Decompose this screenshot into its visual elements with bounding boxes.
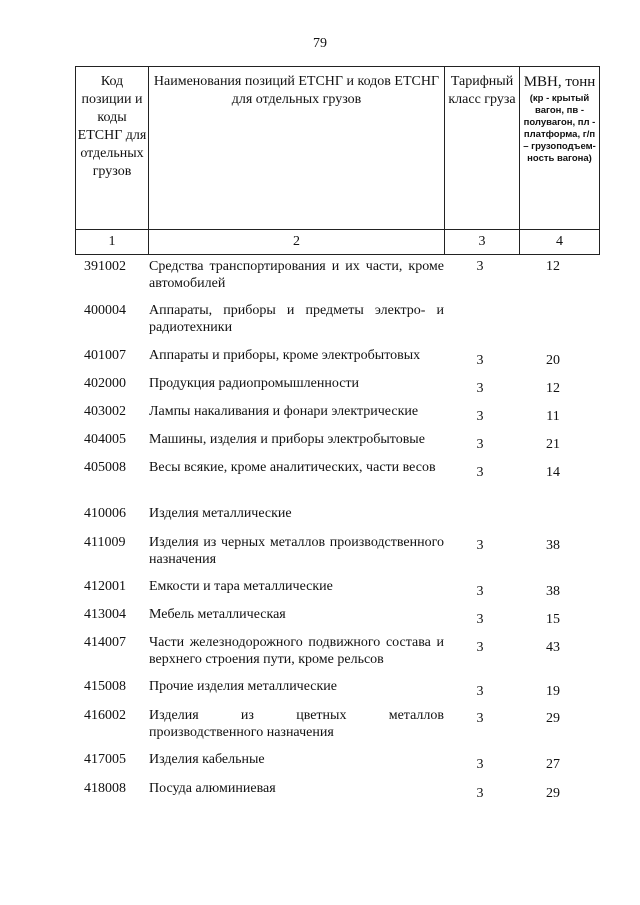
row-class: 3 [476,465,484,480]
row-code: 417005 [84,752,126,767]
row-mvn: 11 [546,409,560,424]
column-number-row [76,230,600,255]
header-row [76,67,600,230]
row-mvn: 29 [546,786,560,801]
row-class: 3 [476,584,484,599]
table-header [75,66,600,255]
column-number-2: 2 [149,230,445,255]
row-name: Части железнодорожного подвижного состава и верхнего строения пути, кроме рельсов [149,635,444,667]
row-mvn: 12 [546,259,560,274]
row-class: 3 [476,786,484,801]
header-mvn-title: МВН, тонн [523,74,596,90]
row-code: 391002 [84,259,126,274]
row-name: Прочие изделия металлические [149,679,338,694]
row-mvn: 38 [546,538,560,553]
row-name: Аппараты и приборы, кроме электробытовых [149,348,421,363]
row-code: 415008 [84,679,126,694]
row-code: 403002 [84,404,126,419]
row-code: 412001 [84,579,126,594]
row-class: 3 [476,640,484,655]
row-name: Изделия из черных металлов производственного назначения [149,535,444,567]
row-name: Изделия из цветных металлов производственного назначения [149,708,444,740]
row-class: 3 [476,711,484,726]
header-mvn-column [520,67,600,230]
row-mvn: 27 [546,757,560,772]
row-mvn: 20 [546,353,560,368]
row-mvn: 29 [546,711,560,726]
row-name: Аппараты, приборы и предметы электро- и радиотехники [149,303,444,335]
row-mvn: 14 [546,465,560,480]
row-code: 405008 [84,460,126,475]
row-name: Мебель металлическая [149,607,286,622]
column-number-1: 1 [76,230,149,255]
row-class: 3 [476,353,484,368]
row-class: 3 [476,259,484,274]
row-code: 400004 [84,303,126,318]
row-name: Средства транспортирования и их части, кроме автомобилей [149,259,444,291]
row-code: 411009 [84,535,126,550]
row-name: Посуда алюминиевая [149,781,276,796]
row-class: 3 [476,381,484,396]
row-mvn: 38 [546,584,560,599]
row-code: 418008 [84,781,126,796]
row-class: 3 [476,684,484,699]
row-name: Продукция радиопромышленности [149,376,360,391]
page-number: 79 [313,36,327,51]
row-name: Емкости и тара металлические [149,579,333,594]
row-code: 402000 [84,376,126,391]
header-class-column: Тарифный класс груза [445,67,520,230]
header-name-column: Наименования позиций ЕТСНГ и кодов ЕТСНГ для отдельных грузов [149,67,445,230]
row-code: 416002 [84,708,126,723]
row-name: Изделия металлические [149,506,292,521]
row-mvn: 19 [546,684,560,699]
row-class: 3 [476,437,484,452]
column-number-4: 4 [520,230,600,255]
row-code: 414007 [84,635,126,650]
row-mvn: 15 [546,612,560,627]
row-name: Весы всякие, кроме аналитических, части весов [149,460,436,475]
row-code: 404005 [84,432,126,447]
row-class: 3 [476,409,484,424]
header-code-column: Код позиции и коды ЕТСНГ для отдельных грузов [76,67,149,230]
row-class: 3 [476,757,484,772]
row-mvn: 43 [546,640,560,655]
row-code: 410006 [84,506,126,521]
row-code: 401007 [84,348,126,363]
row-name: Машины, изделия и приборы электробытовые [149,432,425,447]
row-name: Лампы накаливания и фонари электрические [149,404,419,419]
row-class: 3 [476,538,484,553]
row-name: Изделия кабельные [149,752,265,767]
column-number-3: 3 [445,230,520,255]
row-mvn: 12 [546,381,560,396]
row-class: 3 [476,612,484,627]
row-mvn: 21 [546,437,560,452]
header-mvn-note: (кр - крытый вагон, пв - полувагон, пл - платформа, г/п – грузоподъем-ность вагона) [523,93,596,164]
row-code: 413004 [84,607,126,622]
